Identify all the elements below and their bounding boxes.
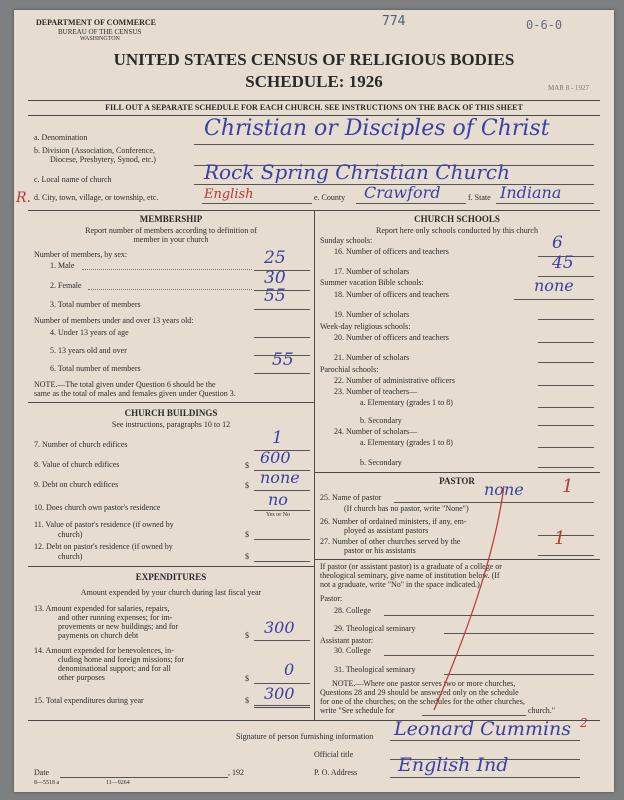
q11-dollar: $ — [245, 530, 249, 539]
q4-label: 4. Under 13 years of age — [50, 328, 129, 337]
corner-mark: 2 — [580, 716, 588, 730]
q13-line-1: 13. Amount expended for salaries, repairs, — [34, 604, 170, 613]
bureau-label: BUREAU OF THE CENSUS — [58, 28, 142, 36]
q18-label: 18. Number of officers and teachers — [334, 290, 449, 299]
pastor-note-2: Questions 28 and 29 should be answered only on the schedule — [320, 688, 519, 697]
q12-dollar: $ — [245, 552, 249, 561]
pencil-stroke-mark — [394, 480, 514, 720]
q12-label-2: church) — [58, 552, 83, 561]
members-by-sex-label: Number of members, by sex: — [34, 250, 128, 259]
q7-label: 7. Number of church edifices — [34, 440, 128, 449]
q9-value: none — [260, 468, 300, 487]
pastor-note-3: for one of the churches; on the schedules for the other churches, — [320, 697, 525, 706]
census-schedule-page — [14, 10, 614, 792]
q1-label: 1. Male — [50, 261, 75, 270]
form-title: UNITED STATES CENSUS OF RELIGIOUS BODIES — [113, 50, 515, 69]
q13-value: 300 — [264, 618, 295, 637]
form-number-1: 8—5518 a — [34, 780, 60, 786]
q23b-label: b. Secondary — [360, 416, 402, 425]
q10-value: no — [268, 490, 288, 509]
q3-label: 3. Total number of members — [50, 300, 141, 309]
parochial-schools-label: Parochial schools: — [320, 365, 379, 374]
q13-line-4: payments on church debt — [58, 631, 139, 640]
graduate-note-3: not a graduate, write "No" in the space indicated.) — [320, 580, 480, 589]
schedule-title: SCHEDULE: 1926 — [245, 72, 383, 91]
q9-label: 9. Debt on church edifices — [34, 480, 119, 489]
department-label: DEPARTMENT OF COMMERCE — [36, 18, 157, 27]
q18-value: none — [534, 276, 574, 295]
q2-label: 2. Female — [50, 281, 82, 290]
division-label-1: b. Division (Association, Conference, — [34, 146, 155, 155]
q11-label-2: church) — [58, 530, 83, 539]
denomination-label: a. Denomination — [34, 133, 88, 142]
q9-dollar: $ — [245, 481, 249, 490]
instruction-line: FILL OUT A SEPARATE SCHEDULE FOR EACH CHURCH. SEE INSTRUCTIONS ON THE BACK OF THIS SHEET — [105, 103, 523, 112]
pastor-note-5: church." — [528, 706, 556, 715]
division-label-2: Diocese, Presbytery, Synod, etc.) — [50, 155, 156, 164]
membership-sub-2: member in your church — [133, 235, 209, 244]
expenditures-title: EXPENDITURES — [135, 572, 207, 582]
q13-line-3: provements or new buildings; and for — [58, 622, 179, 631]
membership-note-1: NOTE.—The total given under Question 6 should be the — [34, 380, 216, 389]
q14-line-1: 14. Amount expended for benevolences, in- — [34, 646, 174, 655]
q8-dollar: $ — [245, 461, 249, 470]
q17-label: 17. Number of scholars — [334, 267, 410, 276]
official-title-label: Official title — [314, 750, 354, 759]
graduate-note-2: theological seminary, give name of institution below. (If — [320, 571, 500, 580]
schools-title: CHURCH SCHOOLS — [414, 214, 500, 224]
q27-line-2: pastor or his assistants — [344, 546, 416, 555]
county-value: Crawford — [364, 183, 441, 202]
q14-line-3: denominational support; and for all — [58, 664, 171, 673]
q3-value: 55 — [264, 286, 286, 306]
members-by-age-label: Number of members under and over 13 years old: — [34, 316, 194, 325]
city-town-label: d. City, town, village, or township, etc. — [34, 193, 159, 202]
city-label: WASHINGTON — [80, 36, 120, 42]
q6-label: 6. Total number of members — [50, 364, 141, 373]
expenditures-sub: Amount expended by your church during last fiscal year — [80, 588, 262, 597]
q25-note: (If church has no pastor, write "None") — [344, 504, 469, 513]
graduate-note-1: If pastor (or assistant pastor) is a graduate of a college or — [320, 562, 502, 571]
po-address-value: English Ind — [398, 754, 509, 776]
q8-label: 8. Value of church edifices — [34, 460, 120, 469]
yes-no-hint: Yes or No — [266, 512, 291, 518]
q24a-label: a. Elementary (grades 1 to 8) — [360, 438, 453, 447]
signature-label: Signature of person furnishing information — [236, 732, 374, 741]
q2-value: 30 — [264, 268, 286, 288]
buildings-sub: See instructions, paragraphs 10 to 12 — [111, 420, 231, 429]
q26-line-2: ployed as assistant pastors — [344, 526, 429, 535]
date-year: , 192 — [228, 768, 244, 777]
q13-dollar: $ — [245, 631, 249, 640]
q25-value: none — [484, 480, 524, 499]
q30-label: 30. College — [334, 646, 371, 655]
county-label: e. County — [314, 193, 346, 202]
q10-label: 10. Does church own pastor's residence — [34, 503, 161, 512]
q7-value: 1 — [272, 428, 283, 448]
q22-label: 22. Number of administrative officers — [334, 376, 455, 385]
state-value: Indiana — [500, 183, 562, 202]
q15-label: 15. Total expenditures during year — [34, 696, 144, 705]
denomination-value: Christian or Disciples of Christ — [204, 116, 550, 141]
received-stamp: MAR 8 - 1927 — [548, 84, 590, 92]
q14-line-4: other purposes — [58, 673, 105, 682]
q1-value: 25 — [264, 248, 286, 268]
q14-line-2: cluding home and foreign missions; for — [58, 655, 184, 664]
signature-value: Leonard Cummins — [394, 718, 572, 740]
membership-title: MEMBERSHIP — [139, 214, 203, 224]
margin-mark: R. — [16, 190, 31, 206]
q23a-label: a. Elementary (grades 1 to 8) — [360, 398, 453, 407]
q16-value: 6 — [552, 233, 563, 253]
q23-label: 23. Number of teachers— — [334, 387, 418, 396]
q21-label: 21. Number of scholars — [334, 353, 410, 362]
q31-label: 31. Theological seminary — [334, 665, 416, 674]
q24b-label: b. Secondary — [360, 458, 402, 467]
membership-sub-1: Report number of members according to definition of — [85, 226, 257, 235]
q24-label: 24. Number of scholars— — [334, 427, 418, 436]
pastor-subhead: Pastor: — [320, 594, 343, 603]
q25-label: 25. Name of pastor — [320, 493, 382, 502]
date-label: Date — [34, 768, 50, 777]
buildings-title: CHURCH BUILDINGS — [124, 408, 218, 418]
q8-value: 600 — [260, 448, 291, 467]
city-town-value: English — [204, 187, 254, 202]
q14-value: 0 — [284, 660, 295, 679]
q20-label: 20. Number of officers and teachers — [334, 333, 449, 342]
pastor-note-4: write "See schedule for — [320, 706, 395, 715]
po-address-label: P. O. Address — [314, 768, 358, 777]
q15-dollar: $ — [245, 696, 249, 705]
q29-label: 29. Theological seminary — [334, 624, 416, 633]
stamp-number: 774 — [382, 14, 406, 29]
q11-label-1: 11. Value of pastor's residence (if owned by — [34, 520, 174, 529]
schools-sub: Report here only schools conducted by this church — [376, 226, 538, 235]
pastor-note-1: NOTE.—Where one pastor serves two or more churches, — [332, 679, 516, 688]
q15-value: 300 — [264, 684, 295, 703]
q27-check-mark: 1 — [554, 528, 566, 549]
membership-note-2: same as the total of males and females given under Question 3. — [34, 389, 236, 398]
q17-value: 45 — [552, 253, 574, 273]
assistant-subhead: Assistant pastor: — [320, 636, 374, 645]
q5-label: 5. 13 years old and over — [50, 346, 127, 355]
local-name-value: Rock Spring Christian Church — [204, 160, 510, 184]
q27-line-1: 27. Number of other churches served by the — [320, 537, 461, 546]
stamp-code: 0-6-0 — [526, 18, 563, 32]
q16-label: 16. Number of officers and teachers — [334, 247, 449, 256]
sunday-schools-label: Sunday schools: — [320, 236, 373, 245]
pastor-title: PASTOR — [439, 476, 475, 486]
q12-label-1: 12. Debt on pastor's residence (if owned by — [34, 542, 173, 551]
q25-check-mark: 1 — [562, 476, 574, 497]
q28-label: 28. College — [334, 606, 371, 615]
weekday-schools-label: Week-day religious schools: — [320, 322, 411, 331]
q19-label: 19. Number of scholars — [334, 310, 410, 319]
state-label: f. State — [468, 193, 491, 202]
summer-schools-label: Summer vacation Bible schools: — [320, 278, 424, 287]
q13-line-2: and other running expenses; for im- — [58, 613, 173, 622]
q14-dollar: $ — [245, 674, 249, 683]
q6-value: 55 — [272, 350, 294, 370]
q26-line-1: 26. Number of ordained ministers, if any, em- — [320, 517, 467, 526]
local-name-label: c. Local name of church — [34, 175, 112, 184]
form-number-2: 11—9264 — [106, 780, 130, 786]
